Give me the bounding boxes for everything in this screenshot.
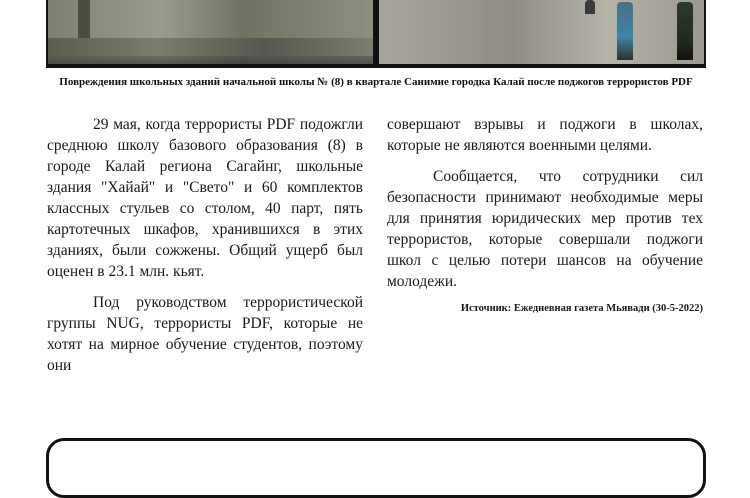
- article-paragraph: совершают взрывы и поджоги в школах, которые не являются военными целями.: [387, 116, 703, 154]
- photo-figure: [585, 0, 595, 14]
- school-damage-photo-right: [379, 0, 704, 64]
- bordered-box: [46, 438, 706, 498]
- photo-strip: [46, 0, 706, 68]
- article-column-left: [47, 114, 363, 376]
- school-damage-photo-left: [48, 0, 373, 64]
- photo-figure: [677, 2, 693, 60]
- article-column-right: [387, 114, 703, 316]
- photo-figure: [617, 2, 633, 60]
- article-paragraph: Сообщается, что сотрудники сил безопасности принимают необходимые меры для принятия юридических мер против тех террористов, которые совершали поджоги школ с целью потери шансов на обучение молодежи.: [387, 168, 703, 290]
- article-source: Источник: Ежедневная газета Мьявади (30-5-2022): [460, 303, 703, 314]
- article-paragraph: 29 мая, когда террористы PDF подожгли среднюю школу базового образования (8) в городе Калай региона Сагайнг, школьные здания "Хайай" и "Свето" и 60 комплектов классных стульев со столом, 40 парт, пять картотечных шкафов, хранившихся в этих зданиях, были сожжены. Общий ущерб был оценен в 23.1 млн. кьят.: [47, 116, 363, 280]
- photo-caption: Повреждения школьных зданий начальной школы № (8) в квартале Санимие городка Калай после поджогов террористов PDF: [59, 76, 693, 88]
- article-paragraph: Под руководством террористической группы NUG, террористы PDF, которые не хотят на мирное обучение студентов, поэтому они: [47, 294, 363, 374]
